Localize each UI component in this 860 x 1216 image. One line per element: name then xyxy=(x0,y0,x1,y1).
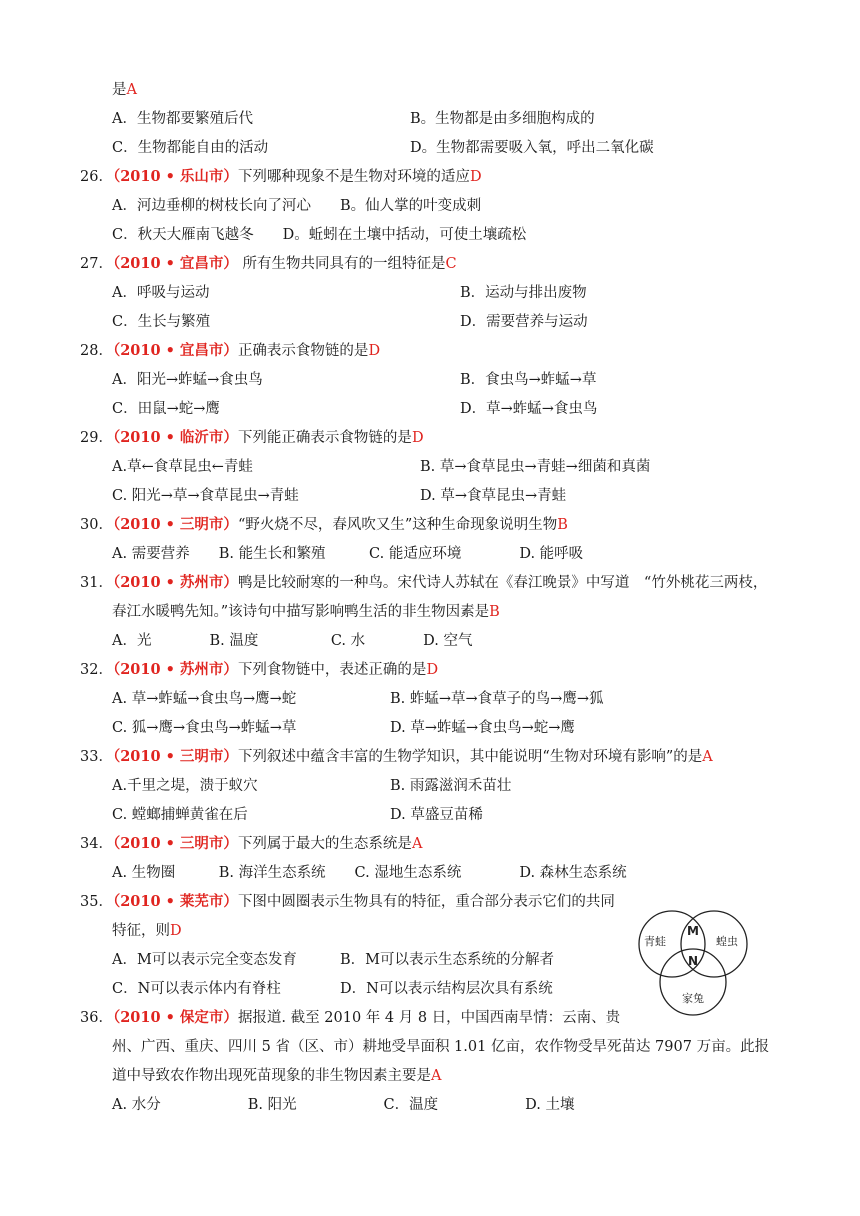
option-text xyxy=(460,399,597,419)
text-run: B. 草→食草昆虫→青蛙→细菌和真菌 xyxy=(420,459,651,475)
text-run: 下列哪种现象不是生物对环境的适应 xyxy=(237,169,470,185)
answer-letter: D xyxy=(170,923,182,939)
option-text xyxy=(420,457,650,477)
text-line xyxy=(80,254,457,274)
text-line xyxy=(80,892,615,912)
option-text xyxy=(112,138,268,158)
text-run: A．生物都要繁殖后代 xyxy=(112,111,253,127)
text-line xyxy=(80,573,767,593)
answer-letter: A xyxy=(126,82,137,98)
text-line xyxy=(112,602,500,622)
question-source-tag: （2010 • 临沂市） xyxy=(112,429,238,446)
text-run: 33． xyxy=(80,749,113,765)
venn-label-n: N xyxy=(688,954,699,968)
text-line xyxy=(112,1066,441,1086)
option-text xyxy=(112,979,281,999)
answer-letter: A xyxy=(431,1068,442,1084)
option-text xyxy=(112,805,248,825)
text-run: A.千里之堤，溃于蚁穴 xyxy=(112,778,258,794)
option-text xyxy=(340,950,554,970)
text-run: 27． xyxy=(80,256,113,272)
text-run: C. 螳螂捕蝉黄雀在后 xyxy=(112,807,248,823)
option-text xyxy=(112,457,253,477)
venn-label-m: M xyxy=(687,924,699,938)
text-run: B. 雨露滋润禾苗壮 xyxy=(390,778,512,794)
text-run: C．生物都能自由的活动 xyxy=(112,140,269,156)
text-run: D. 草盛豆苗稀 xyxy=(390,807,483,823)
question-source-tag: （2010 • 宜昌市） xyxy=(112,255,238,272)
text-run: 正确表示食物链的是 xyxy=(237,343,369,359)
text-run: 26． xyxy=(80,169,113,185)
answer-letter: D xyxy=(368,343,381,359)
text-line xyxy=(80,660,438,680)
text-run: 州、广西、重庆、四川 5 省（区、市）耕地受旱面积 1.01 亿亩，农作物受旱死苗达 7907 万亩。此报 xyxy=(112,1039,770,1055)
question-source-tag: （2010 • 三明市） xyxy=(112,748,238,765)
answer-letter: B xyxy=(557,517,568,533)
text-line xyxy=(112,196,481,216)
venn-label-locust: 蝗虫 xyxy=(716,935,738,948)
text-run: 特征，则 xyxy=(112,923,170,939)
answer-letter: C xyxy=(445,256,457,272)
option-text xyxy=(410,109,595,129)
answer-letter: D xyxy=(469,169,482,185)
text-run: A．阳光→蚱蜢→食虫鸟 xyxy=(112,372,263,388)
text-run: 下列属于最大的生态系统是 xyxy=(237,836,412,852)
text-line xyxy=(112,631,472,651)
text-run: A.草←食草昆虫←青蛙 xyxy=(112,459,253,475)
text-run: “野火烧不尽，春风吹又生”这种生命现象说明生物 xyxy=(237,517,558,533)
option-text xyxy=(390,689,603,709)
venn-label-rabbit: 家兔 xyxy=(682,992,704,1005)
venn-diagram xyxy=(628,904,758,1024)
text-run: A. 水分 B. 阳光 C．温度 D. 土壤 xyxy=(112,1097,575,1113)
text-run: 鸭是比较耐寒的一种鸟。宋代诗人苏轼在《春江晚景》中写道 “竹外桃花三两枝， xyxy=(237,575,768,591)
text-run: C. 狐→鹰→食虫鸟→蚱蜢→草 xyxy=(112,720,297,736)
option-text xyxy=(460,370,596,390)
text-run: 是 xyxy=(112,82,127,98)
answer-letter: A xyxy=(411,836,423,852)
text-run: 32． xyxy=(80,662,113,678)
text-run: 下列能正确表示食物链的是 xyxy=(237,430,412,446)
text-run: C．N可以表示体内有脊柱 xyxy=(112,981,281,997)
option-text xyxy=(112,370,263,390)
text-run: D．需要营养与运动 xyxy=(460,314,588,330)
text-run: A. 需要营养 B. 能生长和繁殖 C. 能适应环境 D. 能呼吸 xyxy=(112,546,584,562)
text-run: 下图中圆圈表示生物具有的特征，重合部分表示它们的共同 xyxy=(237,894,615,910)
text-run: 31． xyxy=(80,575,113,591)
text-line xyxy=(112,1095,574,1115)
text-line xyxy=(112,921,182,941)
question-source-tag: （2010 • 苏州市） xyxy=(112,661,238,678)
text-line xyxy=(80,747,713,767)
question-source-tag: （2010 • 苏州市） xyxy=(112,574,238,591)
text-run: B．运动与排出废物 xyxy=(460,285,587,301)
question-source-tag: （2010 • 保定市） xyxy=(112,1009,238,1026)
option-text xyxy=(390,718,575,738)
text-run: 34． xyxy=(80,836,113,852)
option-text xyxy=(112,399,220,419)
option-text xyxy=(112,486,299,506)
venn-label-frog: 青蛙 xyxy=(644,935,666,948)
text-line xyxy=(112,225,526,245)
answer-letter: D xyxy=(426,662,439,678)
answer-letter: A xyxy=(702,749,713,765)
text-run: B．食虫鸟→蚱蜢→草 xyxy=(460,372,597,388)
option-text xyxy=(112,689,296,709)
option-text xyxy=(112,950,297,970)
text-line xyxy=(80,428,424,448)
option-text xyxy=(340,979,553,999)
option-text xyxy=(410,138,654,158)
text-line xyxy=(112,1037,769,1057)
text-run: 28． xyxy=(80,343,113,359)
text-line xyxy=(80,834,422,854)
text-line xyxy=(80,341,380,361)
option-text xyxy=(420,486,566,506)
option-text xyxy=(460,312,588,332)
text-line xyxy=(80,167,482,187)
answer-letter: D xyxy=(411,430,424,446)
text-run: 下列食物链中，表述正确的是 xyxy=(237,662,427,678)
text-run: D. 草→蚱蜢→食虫鸟→蛇→鹰 xyxy=(390,720,575,736)
text-run: A．呼吸与运动 xyxy=(112,285,210,301)
text-run: C．田鼠→蛇→鹰 xyxy=(112,401,220,417)
question-source-tag: （2010 • 莱芜市） xyxy=(112,893,238,910)
text-line xyxy=(80,1008,620,1028)
text-run: D．草→蚱蜢→食虫鸟 xyxy=(460,401,598,417)
text-run: D. 草→食草昆虫→青蛙 xyxy=(420,488,567,504)
text-run: B．M可以表示生态系统的分解者 xyxy=(340,952,555,968)
text-line xyxy=(112,863,627,883)
text-line xyxy=(112,544,583,564)
text-run: 据报道. 截至 2010 年 4 月 8 日，中国西南旱情：云南、贵 xyxy=(237,1010,621,1026)
option-text xyxy=(390,776,511,796)
text-run: 30． xyxy=(80,517,113,533)
text-run: 下列叙述中蕴含丰富的生物学知识，其中能说明“生物对环境有影响”的是 xyxy=(237,749,703,765)
text-run: A. 生物圈 B. 海洋生态系统 C. 湿地生态系统 D. 森林生态系统 xyxy=(112,865,627,881)
text-run: 所有生物共同具有的一组特征是 xyxy=(237,256,446,272)
option-text xyxy=(112,283,209,303)
text-run: A. 草→蚱蜢→食虫鸟→鹰→蛇 xyxy=(112,691,297,707)
text-run: A．光 B. 温度 C. 水 D. 空气 xyxy=(112,633,473,649)
question-source-tag: （2010 • 乐山市） xyxy=(112,168,238,185)
question-source-tag: （2010 • 三明市） xyxy=(112,835,238,852)
text-run: 29． xyxy=(80,430,113,446)
text-run: C．秋天大雁南飞越冬 D。蚯蚓在土壤中括动，可使土壤疏松 xyxy=(112,227,527,243)
option-text xyxy=(460,283,587,303)
option-text xyxy=(112,776,258,796)
option-text xyxy=(112,312,210,332)
text-line xyxy=(80,515,568,535)
option-text xyxy=(390,805,483,825)
text-run: B. 蚱蜢→草→食草子的鸟→鹰→狐 xyxy=(390,691,604,707)
text-run: 36． xyxy=(80,1010,113,1026)
text-run: A．河边垂柳的树枝长向了河心 B。仙人掌的叶变成刺 xyxy=(112,198,482,214)
text-run: A．M可以表示完全变态发育 xyxy=(112,952,297,968)
text-run: D．N可以表示结构层次具有系统 xyxy=(340,981,553,997)
text-run: B。生物都是由多细胞构成的 xyxy=(410,111,595,127)
question-source-tag: （2010 • 三明市） xyxy=(112,516,238,533)
text-run: 道中导致农作物出现死苗现象的非生物因素主要是 xyxy=(112,1068,431,1084)
text-run: D。生物都需要吸入氧，呼出二氧化碳 xyxy=(410,140,654,156)
option-text xyxy=(112,109,253,129)
answer-letter: B xyxy=(489,604,500,620)
option-text xyxy=(112,718,296,738)
text-run: 35． xyxy=(80,894,113,910)
question-source-tag: （2010 • 宜昌市） xyxy=(112,342,238,359)
text-run: C．生长与繁殖 xyxy=(112,314,211,330)
text-line xyxy=(112,80,137,100)
text-run: 春江水暖鸭先知。”该诗句中描写影响鸭生活的非生物因素是 xyxy=(112,604,490,620)
text-run: C. 阳光→草→食草昆虫→青蛙 xyxy=(112,488,299,504)
